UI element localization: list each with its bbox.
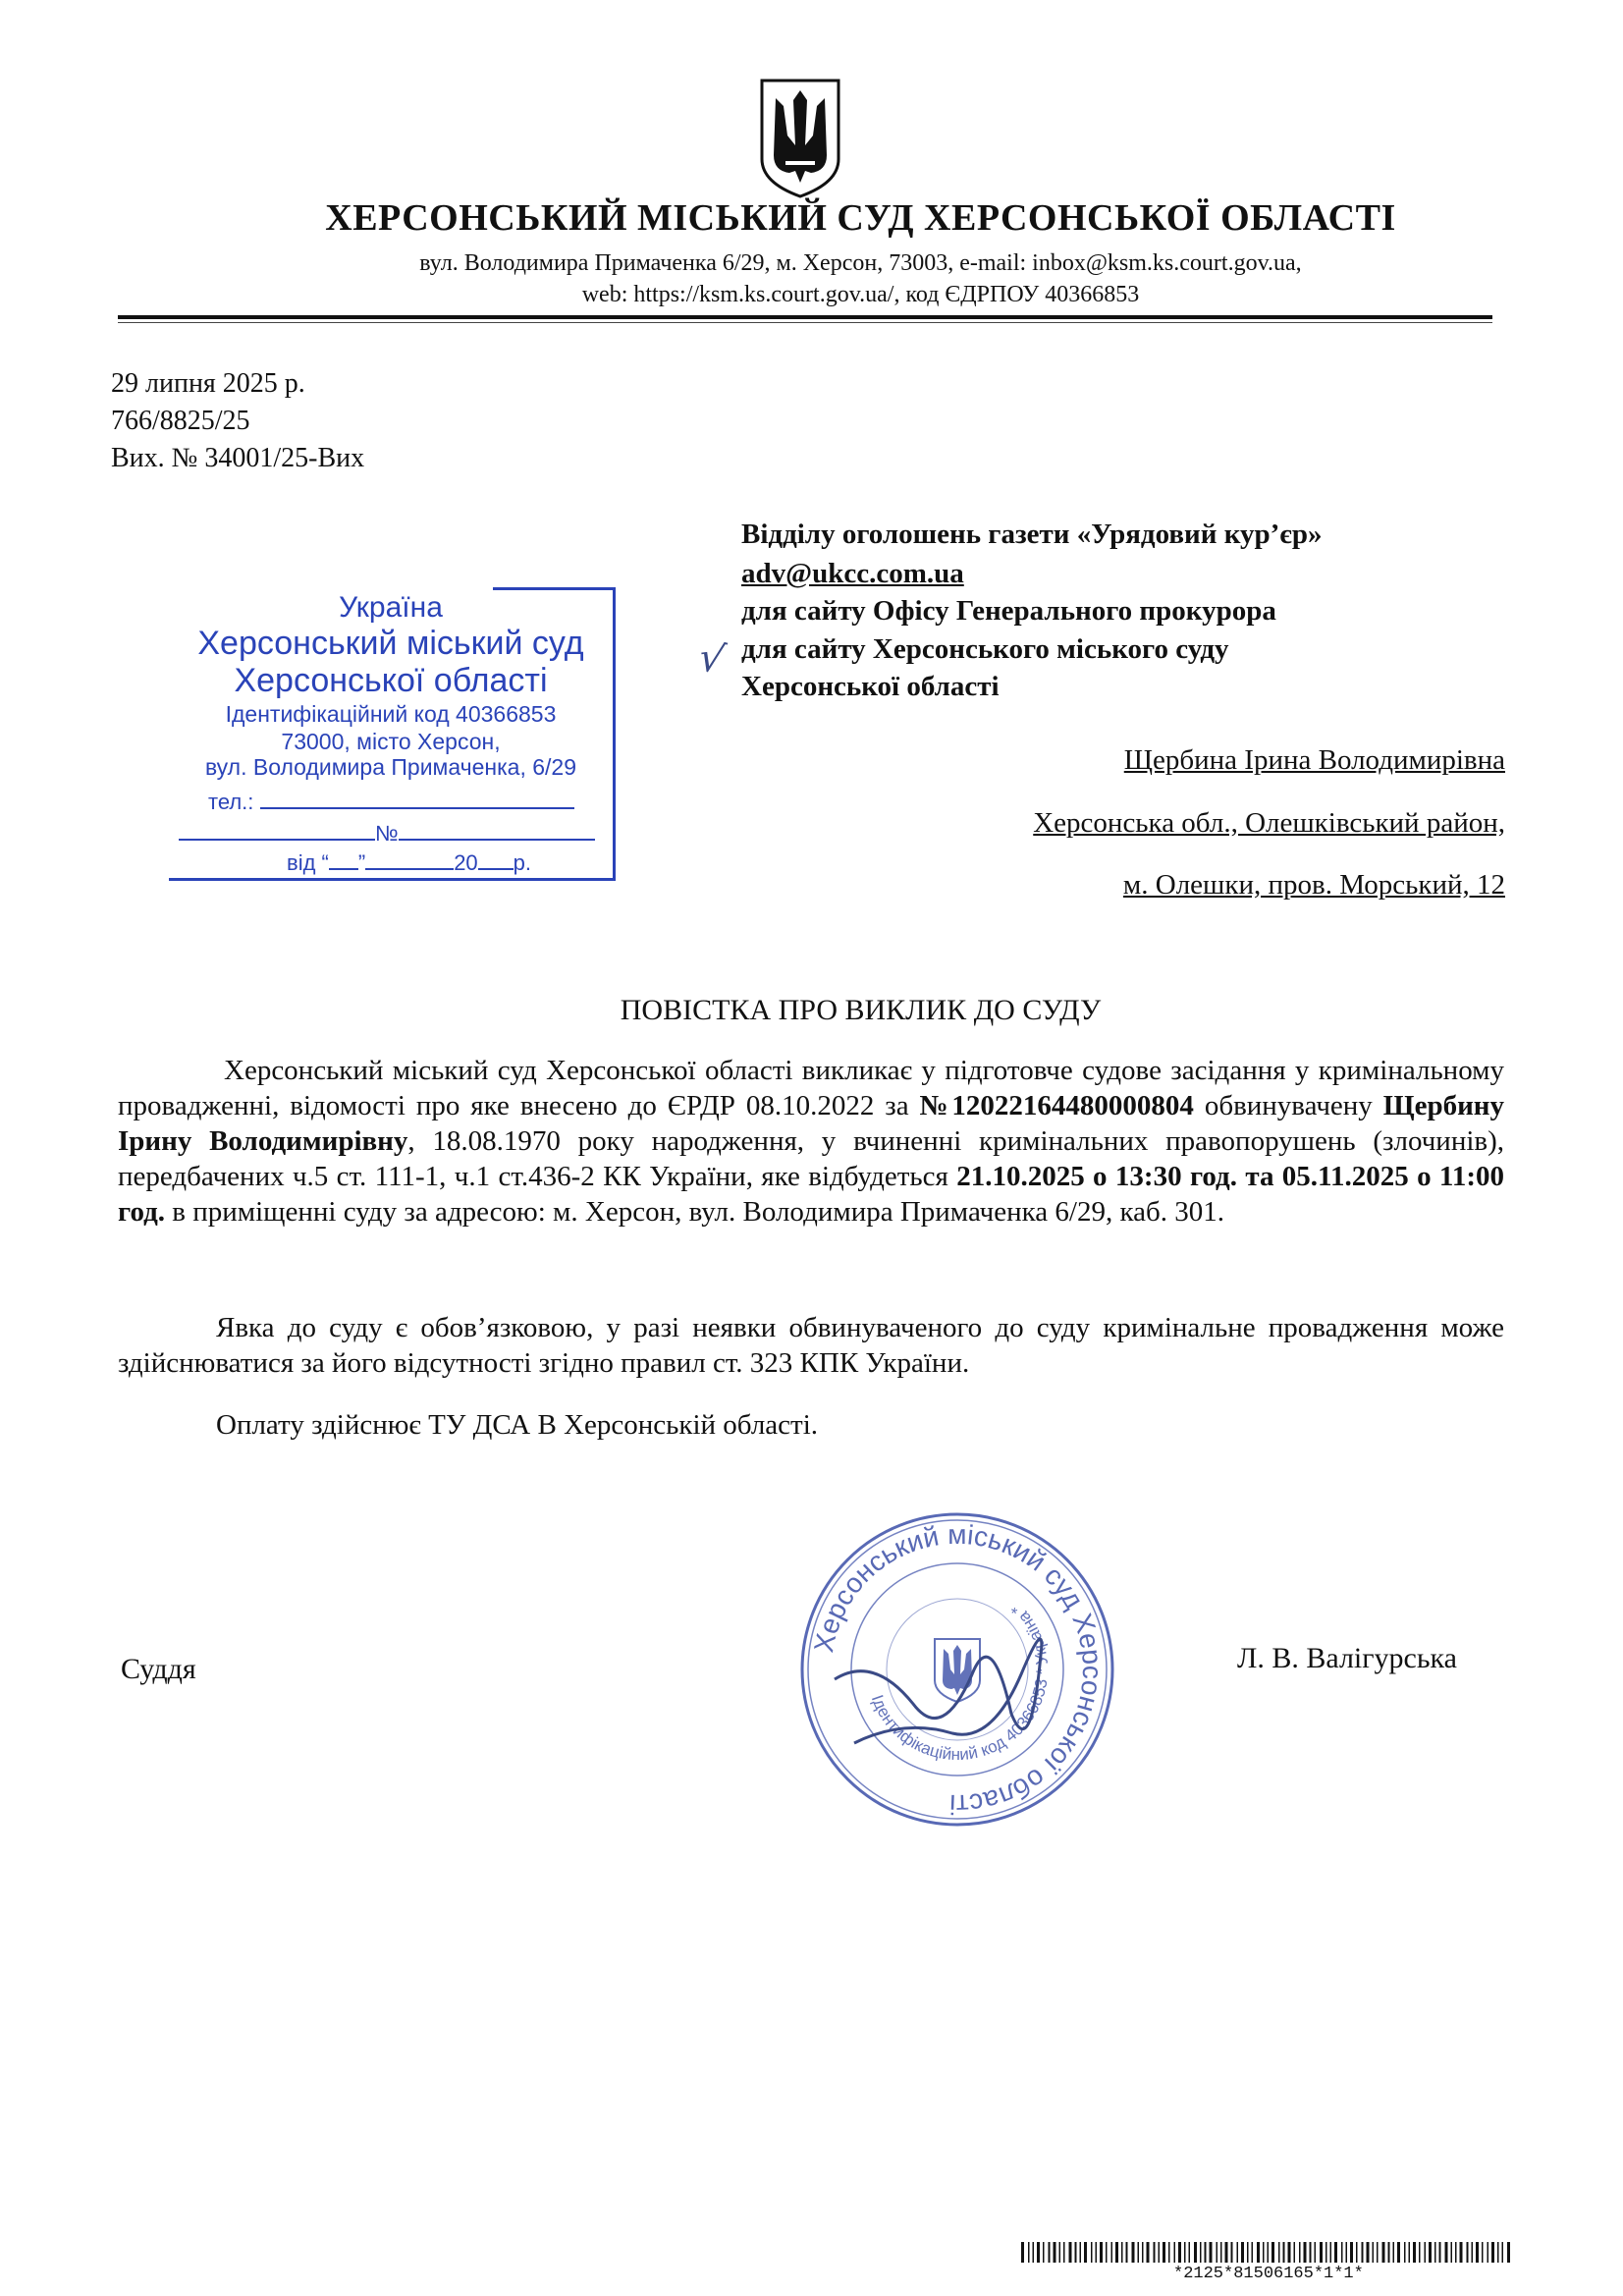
barcode-bar [1121, 2242, 1123, 2263]
barcode-bar [1439, 2242, 1441, 2263]
barcode-bar [1488, 2242, 1489, 2263]
addressee-street: м. Олешки, пров. Морський, 12 [1122, 869, 1505, 901]
barcode-bar [1315, 2242, 1317, 2263]
barcode-bar [1037, 2242, 1040, 2263]
barcode-bar [1043, 2242, 1045, 2263]
stamp-tel-blank [260, 788, 574, 809]
barcode-bar [1373, 2242, 1375, 2263]
barcode-bar [1063, 2242, 1065, 2263]
stamp-year-prefix: 20 [454, 850, 478, 875]
stamp-year-blank [478, 848, 514, 870]
stamp-number-blank-1 [179, 819, 375, 841]
barcode-bar [1507, 2242, 1510, 2263]
case-number: 766/8825/25 [111, 406, 250, 436]
barcode-bar [1174, 2242, 1176, 2263]
header-divider [118, 315, 1492, 319]
barcode-bar [1168, 2242, 1170, 2263]
recipient-prosecutor-site: для сайту Офісу Генерального прокурора [741, 595, 1276, 627]
addressee-name: Щербина Ірина Володимирівна [1123, 744, 1505, 776]
barcode-bar [1388, 2242, 1390, 2263]
barcode-bar [1409, 2242, 1411, 2263]
seal-outer-text: Херсонський міський суд Херсонської області [808, 1518, 1109, 1821]
summons-paragraph [118, 1053, 1504, 1230]
barcode-bar [1288, 2242, 1291, 2263]
barcode-bar [1283, 2242, 1285, 2263]
stamp-day-blank [329, 848, 358, 870]
addressee-region: Херсонська обл., Олешківський район, [1033, 807, 1505, 839]
stamp-month-blank [365, 848, 454, 870]
stamp-code: Ідентифікаційний код 40366853 [225, 701, 557, 727]
barcode-bar [1271, 2242, 1274, 2263]
barcode-bar [1341, 2242, 1343, 2263]
stamp-city: 73000, місто Херсон, [281, 729, 501, 754]
barcode-bar [1225, 2242, 1228, 2263]
barcode-bar [1111, 2242, 1113, 2263]
barcode-bar [1106, 2242, 1108, 2263]
barcode-bar [1021, 2242, 1024, 2263]
court-name: ХЕРСОНСЬКИЙ МІСЬКИЙ СУД ХЕРСОНСЬКОЇ ОБЛАСТІ [325, 197, 1396, 239]
header-divider-thin [118, 322, 1492, 323]
barcode-bar [1299, 2242, 1301, 2263]
barcode-bar [1425, 2242, 1427, 2263]
barcode-bar [1419, 2242, 1421, 2263]
stamp-date-row [287, 848, 531, 876]
barcode-bar [1237, 2242, 1239, 2263]
barcode-bar [1356, 2242, 1358, 2263]
stamp-year-suffix: р. [513, 850, 532, 875]
barcode-bar [1126, 2242, 1128, 2263]
barcode-bar [1320, 2242, 1323, 2263]
stamp-tel-label: тел.: [208, 790, 254, 814]
barcode-bar [1455, 2242, 1457, 2263]
barcode-text: *2125*81506165*1*1* [1173, 2265, 1364, 2283]
p1-text-b: обвинувачену [1193, 1090, 1383, 1121]
barcode-bar [1217, 2242, 1218, 2263]
registration-stamp [169, 587, 621, 882]
barcode-bar [1413, 2242, 1416, 2263]
stamp-number-row [179, 819, 595, 847]
stamp-country: Україна [339, 591, 443, 624]
p1-text-c: , 18.08.1970 року народження, у вчиненні кримінальних правопорушень (злочинів), передбачених ч.5 ст. 111-1, ч.1 ст.436-2 КК України, яке відбудеться [118, 1125, 1505, 1192]
barcode-bar [1178, 2242, 1181, 2263]
attendance-paragraph: Явка до суду є обов’язковою, у разі неявки обвинуваченого до суду кримінальне провадження може здійснюватися за його відсутності згідно правил ст. 323 КПК України. [118, 1312, 1504, 1379]
barcode-bar [1132, 2242, 1135, 2263]
outgoing-number: Вих. № 34001/25-Вих [111, 443, 365, 473]
stamp-street: вул. Володимира Примаченка, 6/29 [204, 754, 577, 780]
barcode-bar [1429, 2242, 1432, 2263]
barcode-bar [1330, 2242, 1332, 2263]
p1-text-d: в приміщенні суду за адресою: м. Херсон, вул. Володимира Примаченка 6/29, каб. 301. [165, 1196, 1225, 1228]
barcode-bar [1257, 2242, 1260, 2263]
stamp-quote-close: ” [357, 850, 366, 875]
barcode-bar [1451, 2242, 1453, 2263]
document-date: 29 липня 2025 р. [111, 368, 305, 399]
barcode-bar [1294, 2242, 1296, 2263]
recipient-email: adv@ukcc.com.ua [741, 558, 964, 589]
barcode-bar [1241, 2242, 1244, 2263]
seal-inner-text: Ідентифікаційний код 40366853 * Україна * [867, 1599, 1053, 1765]
recipient-court-site: для сайту Херсонського міського суду [741, 633, 1229, 665]
barcode-bar [1467, 2242, 1469, 2263]
barcode-bar [1200, 2242, 1202, 2263]
barcode-bar [1210, 2242, 1213, 2263]
barcode-bar [1049, 2242, 1051, 2263]
barcode-bar [1159, 2242, 1161, 2263]
barcode-bar [1362, 2242, 1364, 2263]
barcode-bar [1154, 2242, 1156, 2263]
barcode-bar [1382, 2242, 1385, 2263]
barcode-bar [1054, 2242, 1056, 2263]
barcode-bar [1147, 2242, 1150, 2263]
barcode-bar [1220, 2242, 1222, 2263]
barcode-bar [1434, 2242, 1436, 2263]
coat-of-arms-icon [756, 77, 844, 200]
barcode-bar [1310, 2242, 1312, 2263]
barcode-bar [1231, 2242, 1233, 2263]
barcode-bar [1263, 2242, 1265, 2263]
stamp-number-label: № [375, 821, 399, 846]
barcode-bar [1346, 2242, 1348, 2263]
barcode-bar [1367, 2242, 1370, 2263]
stamp-court-line-1: Херсонський міський суд [197, 625, 584, 662]
court-seal [795, 1507, 1119, 1831]
barcode-bar [1472, 2242, 1474, 2263]
barcode-bar [1033, 2242, 1035, 2263]
stamp-tel-row [208, 788, 574, 815]
barcode-bar [1393, 2242, 1395, 2263]
hearing-dates: 21.10.2025 о 13:30 год. та 05.11.2025 о 11:00 год. [118, 1161, 1504, 1228]
barcode-bar [1397, 2242, 1400, 2263]
barcode-bar [1278, 2242, 1280, 2263]
barcode-bar [1491, 2242, 1494, 2263]
barcode-bar [1334, 2242, 1337, 2263]
barcode-bar [1059, 2242, 1061, 2263]
barcode-bar [1028, 2242, 1030, 2263]
barcode-bar [1069, 2242, 1072, 2263]
barcode-bar [1205, 2242, 1207, 2263]
barcode-bar [1460, 2242, 1463, 2263]
barcode-bar [1304, 2242, 1307, 2263]
barcode-bar [1189, 2242, 1191, 2263]
court-address-line-2: web: https://ksm.ks.court.gov.ua/, код ЄДРПОУ 40366853 [581, 282, 1140, 307]
barcode-bar [1502, 2242, 1504, 2263]
barcode-bar [1252, 2242, 1254, 2263]
barcode-bar [1476, 2242, 1479, 2263]
stamp-court-line-2: Херсонської області [234, 662, 548, 699]
recipient-court-site-region: Херсонської області [741, 671, 1000, 702]
barcode-bar [1084, 2242, 1087, 2263]
barcode-bar [1497, 2242, 1499, 2263]
barcode-bar [1445, 2242, 1448, 2263]
accused-name: Щербину Ірину Володимирівну [118, 1090, 1505, 1157]
barcode [1021, 2242, 1517, 2263]
barcode-bar [1404, 2242, 1406, 2263]
barcode-bar [1142, 2242, 1144, 2263]
criminal-case-number: №12022164480000804 [919, 1090, 1194, 1121]
barcode-bar [1100, 2242, 1103, 2263]
barcode-bar [1163, 2242, 1165, 2263]
barcode-bar [1377, 2242, 1379, 2263]
judge-name: Л. В. Валігурська [1237, 1642, 1457, 1674]
barcode-bar [1091, 2242, 1093, 2263]
barcode-bar [1194, 2242, 1197, 2263]
judge-label: Суддя [121, 1653, 196, 1685]
barcode-bar [1482, 2242, 1484, 2263]
stamp-from-label: від “ [287, 850, 329, 875]
payment-paragraph: Оплату здійснює ТУ ДСА В Херсонській області. [216, 1409, 819, 1441]
recipient-newspaper: Відділу оголошень газети «Урядовий кур’єр» [741, 519, 1323, 550]
court-address-line-1: вул. Володимира Примаченка 6/29, м. Херсон, 73003, e-mail: inbox@ksm.ks.court.gov.ua, [419, 250, 1302, 276]
stamp-number-blank-2 [399, 819, 595, 841]
barcode-bar [1350, 2242, 1353, 2263]
document-title: ПОВІСТКА ПРО ВИКЛИК ДО СУДУ [620, 994, 1102, 1026]
check-mark: √ [694, 633, 730, 684]
barcode-bar [1080, 2242, 1082, 2263]
barcode-bar [1096, 2242, 1098, 2263]
barcode-bar [1268, 2242, 1270, 2263]
barcode-bar [1115, 2242, 1118, 2263]
p1-text-a: Херсонський міський суд Херсонської області викликає у підготовче судове засідання у кримінальному провадженні, відомості про яке внесено до ЄРДР 08.10.2022 за [118, 1055, 1504, 1121]
barcode-bar [1247, 2242, 1249, 2263]
barcode-bar [1138, 2242, 1140, 2263]
barcode-bar [1184, 2242, 1186, 2263]
barcode-bar [1075, 2242, 1077, 2263]
barcode-bar [1325, 2242, 1327, 2263]
